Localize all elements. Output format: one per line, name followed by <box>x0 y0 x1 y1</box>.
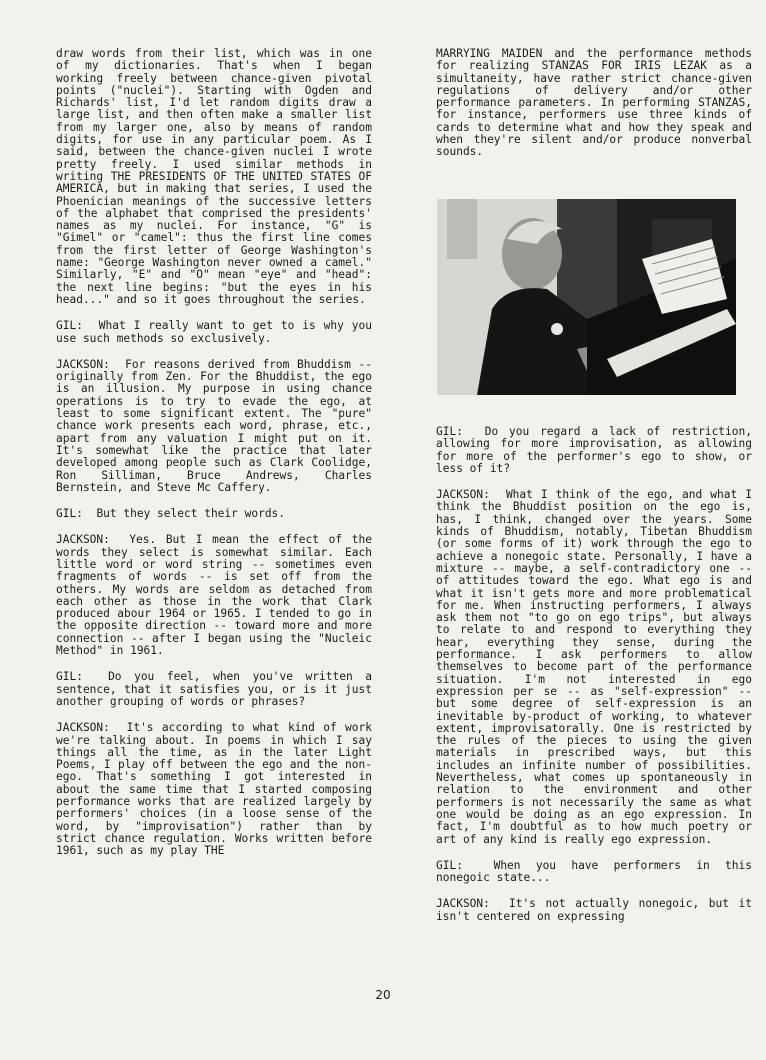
paragraph: JACKSON: What I think of the ego, and what I think the Bhuddist position on the ego is, has, I think, changed over the years. Some kinds of Bhuddism, notably, Tibetan Bhuddism (or some forms of it) work through the ego to achieve a nonegoic state. Personally, I have a mixture -- maybe, a self-contradictory one -- of attitudes toward the ego. What ego is and what it isn't gets more and more problematical for me. When instructing performers, I always ask them not "to go on ego trips", but always to relate to and respond to everything they hear, everything they sense, during the performance. I ask performers to allow themselves to become part of the performance situation. I'm not interested in ego expression per se -- as "self-expression" -- but some degree of self-expression is an inevitable by-product of working, to whatever extent, improvisatorally. One is restricted by the rules of the pieces to using the given materials in prescribed ways, but this includes an infinite number of possibilities. Nevertheless, what comes up spontaneously in relation to the environment and other performers is not necessarily the same as what one would be doing as an ego expression. In fact, I'm doubtful as to how much poetry or art of any kind is really ego expression. <box>436 488 752 846</box>
speaker-label: JACKSON: <box>436 897 490 911</box>
paragraph: GIL: When you have performers in this nonegoic state... <box>436 858 752 885</box>
paragraph: MARRYING MAIDEN and the performance methods for realizing STANZAS FOR IRIS LEZAK as a simultaneity, have rather strict chance-given regulations of delivery and/or other performance parameters. In performing STANZAS, for instance, performers use three kinds of cards to determine what and how they speak and when they're silent and/or produce nonverbal sounds. <box>436 47 752 159</box>
left-column <box>56 48 372 872</box>
speaker-label: GIL: <box>436 425 463 438</box>
speaker-label: GIL: <box>56 670 83 684</box>
paragraph: GIL: But they select their words. <box>56 507 286 521</box>
speaker-label: JACKSON: <box>56 533 110 547</box>
paragraph: GIL: What I really want to get to is why you use such methods so exclusively. <box>56 319 372 345</box>
right-column-bottom <box>436 426 752 937</box>
paragraph: JACKSON: Yes. But I mean the effect of the words they select is somewhat similar. Each little word or word string -- sometimes even fragments of words -- is set off from the others. My words are seldom as detached from each other as those in the work that Clark produced abour 1964 or 1965. I tended to go in the opposite direction -- toward more and more connection -- after I began using the "Nucleic Method" in 1961. <box>56 533 372 658</box>
paragraph: GIL: Do you regard a lack of restriction, allowing for more improvisation, as allowing for more of the performer's ego to show, or less of it? <box>436 425 752 475</box>
paragraph: GIL: Do you feel, when you've written a sentence, that it satisfies you, or is it just another grouping of words or phrases? <box>56 670 372 708</box>
photo-pianist <box>437 199 736 395</box>
speaker-label: JACKSON: <box>436 488 490 502</box>
speaker-label: GIL: <box>56 319 83 333</box>
speaker-label: JACKSON: <box>56 357 110 371</box>
speaker-label: GIL: <box>436 858 463 872</box>
speaker-label: JACKSON: <box>56 721 110 735</box>
paragraph: draw words from their list, which was in one of my dictionaries. That's when I began working freely between chance-given pivotal points ("nuclei"). Starting with Ogden and Richards' list, I'd let random digits draw a large list, and then often make a smaller list from my larger one, also by means of random digits, for use in any particular poem. As I said, between the chance-given nuclei I wrote pretty freely. I used similar methods in writing THE PRESIDENTS OF THE UNITED STATES OF AMERICA, but in making that series, I used the Phoenician meanings of the successive letters of the alphabet that comprised the presidents' names as my nuclei. For instance, "G" is "Gimel" or "camel": thus the first line comes from the first letter of George Washington's name: "George Washington never owned a camel." Similarly, "E" and "O" mean "eye" and "head": the next line begins: "but the eyes in his head..." and so it goes throughout the series. <box>56 47 372 306</box>
paragraph: JACKSON: For reasons derived from Bhuddism -- originally from Zen. For the Bhuddist, the ego is an illusion. My purpose in using chance operations is to try to evade the ego, at least to some significant extent. The "pure" chance work presents each word, phrase, etc., apart from any valuation I might put on it. It's somewhat like the practice that later developed among people such as Clark Coolidge, Ron Silliman, Bruce Andrews, Charles Bernstein, and Steve Mc Caffery. <box>56 357 372 494</box>
page-number: 20 <box>375 988 391 1002</box>
pianist-photo-illustration <box>437 199 736 395</box>
paragraph: JACKSON: It's not actually nonegoic, but it isn't centered on expressing <box>436 897 752 923</box>
speaker-label: GIL: <box>56 507 83 521</box>
right-column-top <box>436 48 752 173</box>
paragraph: JACKSON: It's according to what kind of work we're talking about. In poems in which I say things all the time, as in the later Light Poems, I play off between the ego and the non-ego. That's something I got interested in about the same time that I started composing performance works that are realized largely by performers' choices (in a loose sense of the word, by "improvisation") rather than by strict chance regulation. Works written before 1961, such as my play THE <box>56 721 372 858</box>
